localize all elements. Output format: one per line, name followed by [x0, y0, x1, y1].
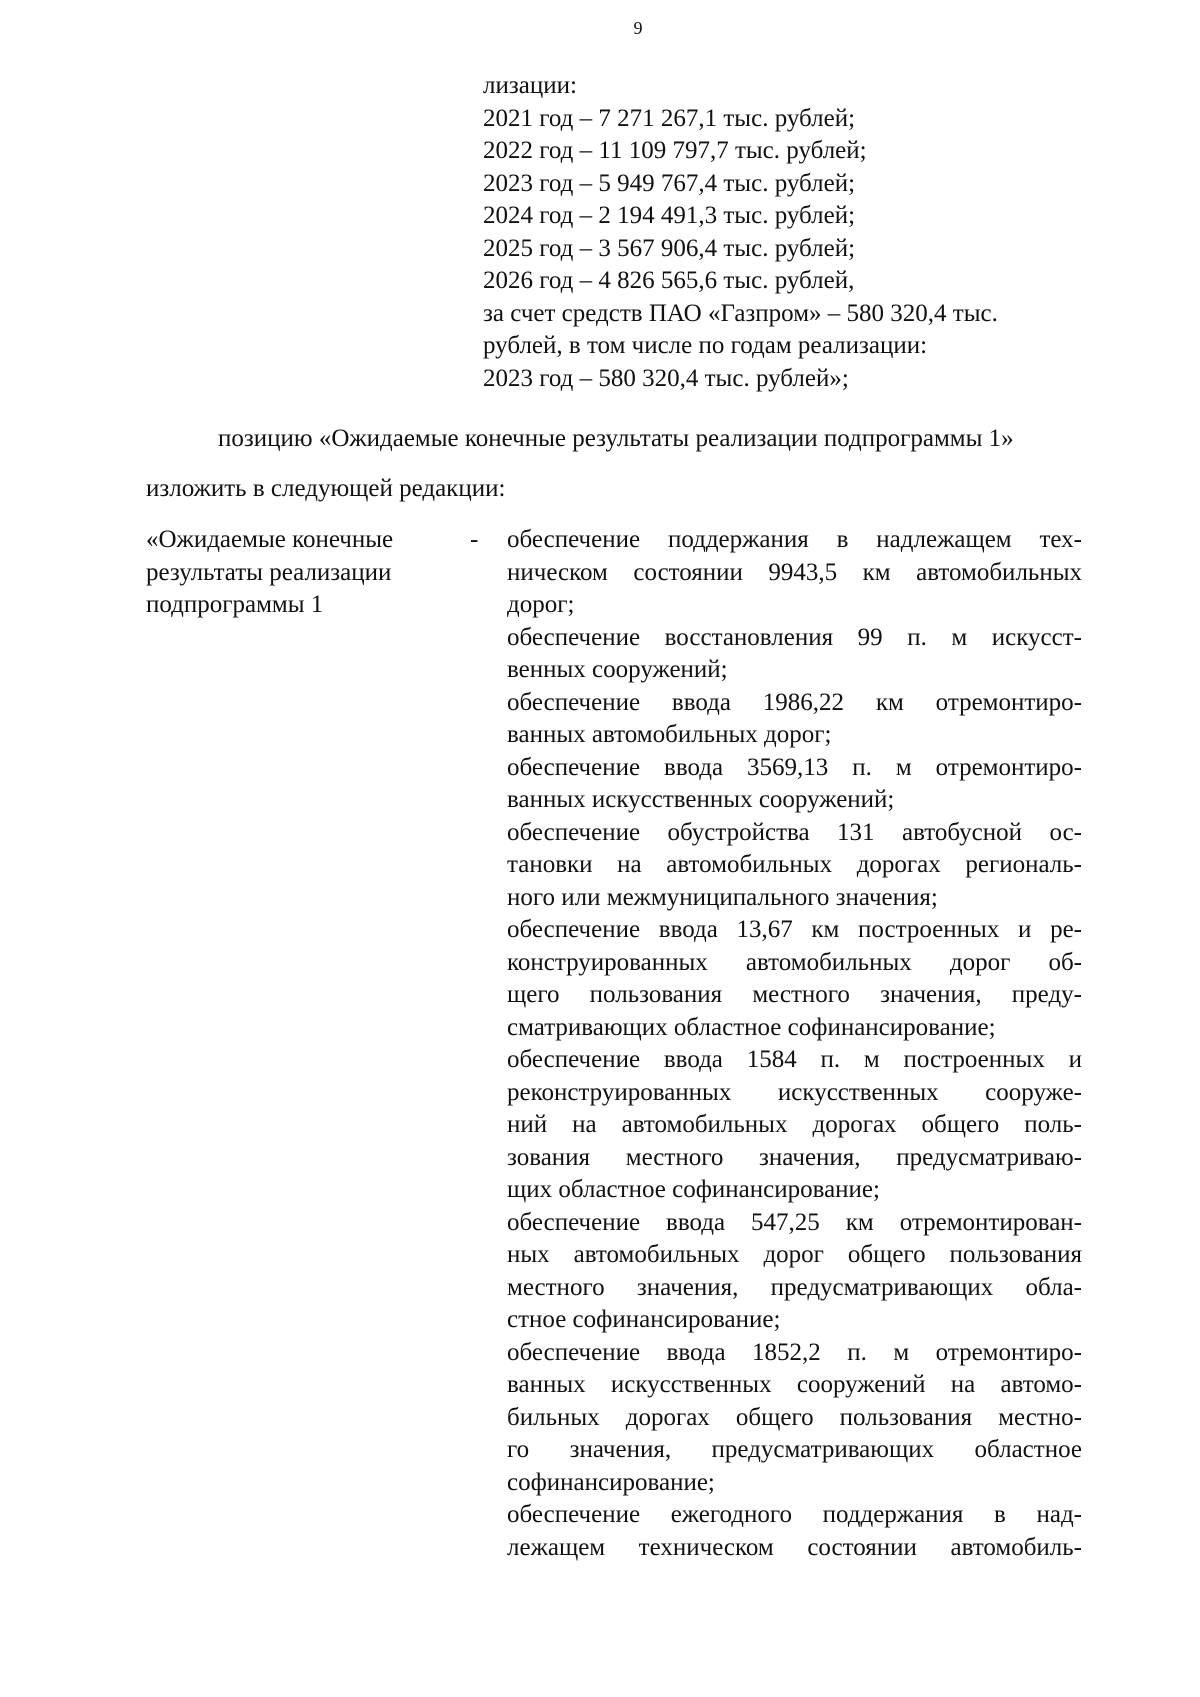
position-label-line: результаты реализации — [146, 558, 392, 586]
financing-line: 2023 год – 5 949 767,4 тыс. рублей; — [483, 169, 856, 197]
financing-line: за счет средств ПАО «Газпром» – 580 320,4 тыс. — [483, 299, 998, 327]
results-line: ванных искусственных сооружений; — [507, 786, 895, 813]
results-line: лежащем техническом состоянии автомобиль- — [507, 1533, 1082, 1561]
results-line: ническом состоянии 9943,5 км автомобильных — [507, 558, 1082, 586]
results-line: обеспечение ввода 1852,2 п. м отремонтиро- — [507, 1338, 1082, 1366]
results-line: ний на автомобильных дорогах общего поль- — [507, 1111, 1082, 1138]
results-line: обеспечение поддержания в надлежащем тех- — [507, 526, 1082, 553]
results-line: ных автомобильных дорог общего пользования — [507, 1241, 1082, 1268]
results-line: местного значения, предусматривающих обла- — [507, 1273, 1082, 1301]
results-line: обеспечение ввода 13,67 км построенных и ре- — [507, 916, 1082, 943]
position-label-line: подпрограммы 1 — [146, 591, 324, 618]
results-block — [507, 524, 1082, 1564]
results-line: обеспечение ввода 547,25 км отремонтирован- — [507, 1208, 1082, 1236]
financing-line: 2021 год – 7 271 267,1 тыс. рублей; — [483, 104, 856, 132]
financing-line: 2025 год – 3 567 906,4 тыс. рублей; — [483, 234, 856, 262]
instruction-line-2: изложить в следующей редакции: — [146, 475, 506, 502]
instruction-line-1: позицию «Ожидаемые конечные результаты реализации подпрограммы 1» — [218, 425, 1014, 452]
results-line: го значения, предусматривающих областное — [507, 1436, 1082, 1463]
results-line: обеспечение восстановления 99 п. м искусст- — [507, 623, 1082, 651]
results-line: дорог; — [507, 591, 575, 618]
results-line: тановки на автомобильных дорогах региональ- — [507, 851, 1082, 878]
results-line: венных сооружений; — [507, 656, 728, 683]
results-line: ванных автомобильных дорог; — [507, 721, 832, 748]
results-line: реконструированных искусственных сооруже- — [507, 1078, 1082, 1106]
financing-line: рублей, в том числе по годам реализации: — [483, 332, 928, 359]
results-line: обеспечение обустройства 131 автобусной ос- — [507, 818, 1082, 846]
financing-line: лизации: — [483, 72, 577, 99]
results-line: ного или межмуниципального значения; — [507, 883, 938, 911]
financing-line: 2023 год – 580 320,4 тыс. рублей»; — [483, 364, 849, 392]
results-line: обеспечение ввода 3569,13 п. м отремонтиро- — [507, 753, 1082, 781]
results-line: обеспечение ввода 1986,22 км отремонтиро- — [507, 688, 1082, 716]
position-label-line: «Ожидаемые конечные — [146, 526, 394, 553]
financing-block — [483, 70, 1123, 395]
separator-dash: - — [470, 526, 479, 553]
position-label — [146, 524, 466, 622]
results-line: сматривающих областное софинансирование; — [507, 1013, 996, 1041]
financing-line: 2024 год – 2 194 491,3 тыс. рублей; — [483, 202, 856, 229]
results-line: ванных искусственных сооружений на автомо- — [507, 1371, 1082, 1398]
results-line: софинансирование; — [507, 1468, 715, 1496]
results-line: зования местного значения, предусматриваю- — [507, 1143, 1082, 1171]
results-line: обеспечение ежегодного поддержания в над- — [507, 1501, 1082, 1528]
results-line: бильных дорогах общего пользования местно- — [507, 1403, 1082, 1431]
financing-line: 2026 год – 4 826 565,6 тыс. рублей, — [483, 267, 855, 294]
results-line: конструированных автомобильных дорог об- — [507, 948, 1082, 976]
results-line: стное софинансирование; — [507, 1306, 781, 1333]
results-line: щего пользования местного значения, преду- — [507, 981, 1082, 1008]
page-number: 9 — [633, 18, 643, 38]
results-line: обеспечение ввода 1584 п. м построенных и — [507, 1046, 1082, 1073]
results-line: щих областное софинансирование; — [507, 1176, 880, 1203]
financing-line: 2022 год – 11 109 797,7 тыс. рублей; — [483, 137, 867, 164]
